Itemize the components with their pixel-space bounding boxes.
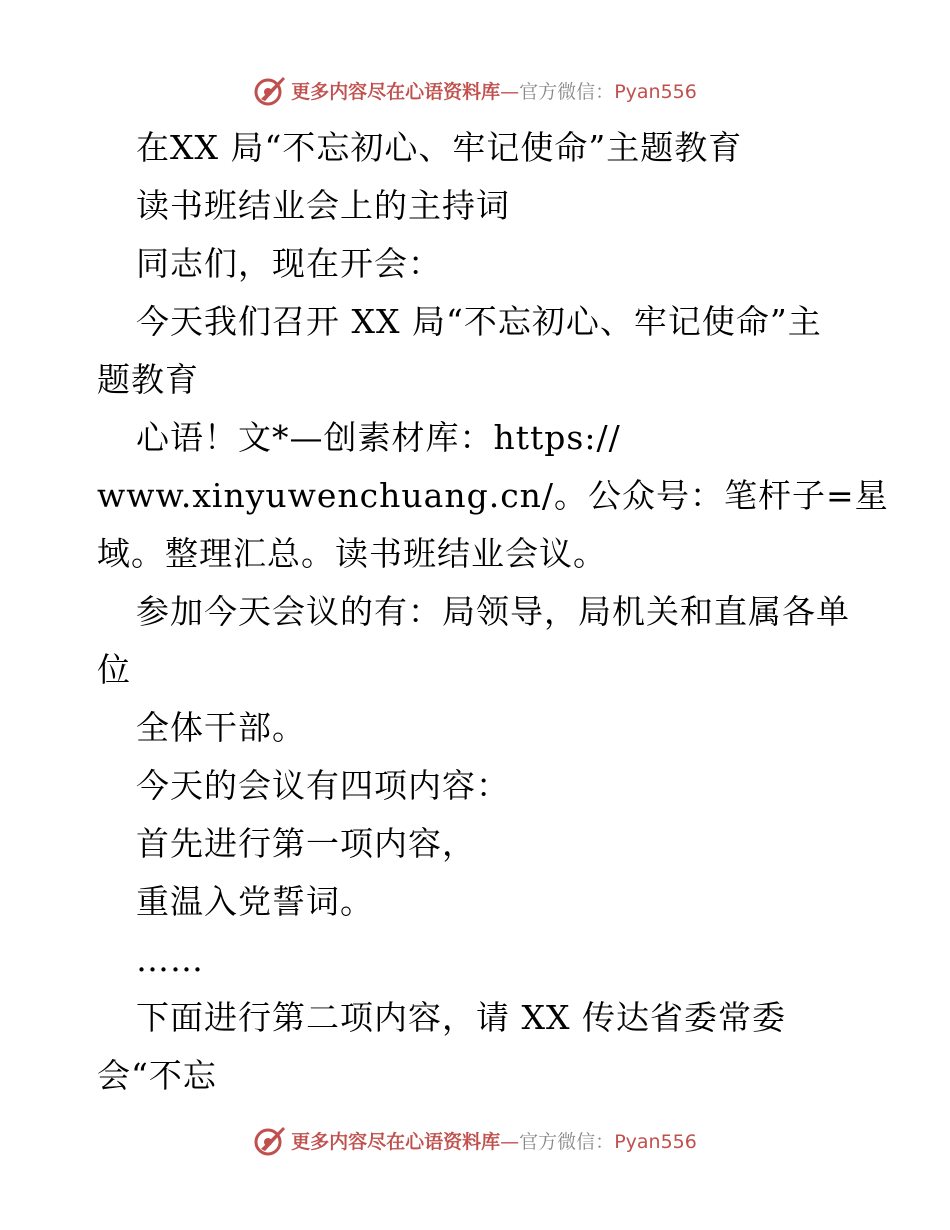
paragraph-line: 下面进行第二项内容，请 XX 传达省委常委	[136, 998, 786, 1037]
watermark-official-label: 官方微信：	[519, 80, 615, 103]
paragraph-line: 重温入党誓词。	[136, 882, 374, 921]
watermark-dash: —	[500, 1130, 520, 1153]
paragraph-line: 域。整理汇总。读书班结业会议。	[97, 534, 607, 573]
paragraph-line: 今天我们召开 XX 局“不忘初心、牢记使命”主	[136, 302, 822, 341]
paragraph-line: www.xinyuwenchuang.cn/。公众号：笔杆子=星	[97, 476, 889, 515]
paragraph-line: 心语！文*—创素材库：https://	[136, 418, 621, 457]
paragraph-line: 全体干部。	[136, 708, 306, 747]
quill-pen-logo-icon	[253, 73, 287, 107]
watermark-account: Pyan556	[614, 80, 697, 103]
ellipsis-line: ……	[136, 940, 204, 979]
paragraph-line: 会“不忘	[97, 1056, 217, 1095]
paragraph-line: 参加今天会议的有：局领导，局机关和直属各单	[136, 592, 850, 631]
watermark-dash: —	[500, 80, 520, 103]
header-watermark-banner	[0, 70, 950, 110]
paragraph-line: 同志们，现在开会：	[136, 244, 442, 283]
watermark-account: Pyan556	[614, 1130, 697, 1153]
watermark-text	[291, 1127, 697, 1154]
watermark-text	[291, 77, 697, 104]
paragraph-line: 位	[97, 650, 131, 689]
footer-watermark-banner	[0, 1120, 950, 1160]
watermark-brand: 更多内容尽在心语资料库	[291, 1130, 501, 1153]
watermark-brand: 更多内容尽在心语资料库	[291, 80, 501, 103]
paragraph-line: 题教育	[97, 360, 199, 399]
paragraph-line: 首先进行第一项内容，	[136, 824, 476, 863]
title-line-2: 读书班结业会上的主持词	[136, 186, 510, 225]
title-line-1: 在XX 局“不忘初心、牢记使命”主题教育	[136, 128, 743, 167]
watermark-official-label: 官方微信：	[519, 1130, 615, 1153]
quill-pen-logo-icon	[253, 1123, 287, 1157]
paragraph-line: 今天的会议有四项内容：	[136, 766, 510, 805]
